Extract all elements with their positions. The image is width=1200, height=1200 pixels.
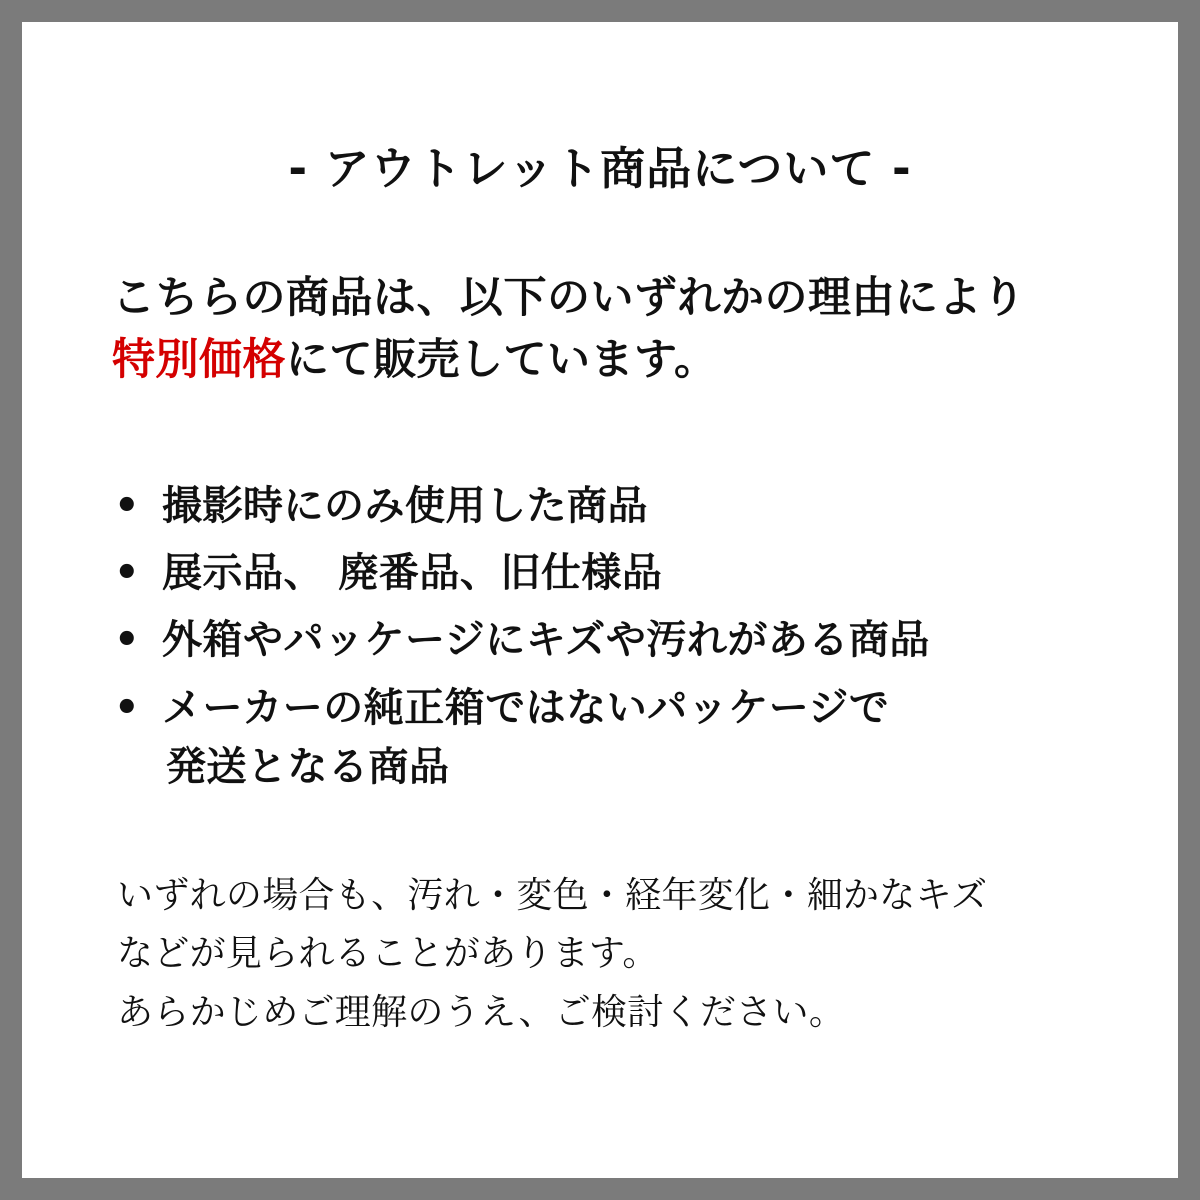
lead-line-1: こちらの商品は、以下のいずれかの理由により bbox=[112, 273, 1026, 323]
lead-line-2-rest: にて販売しています。 bbox=[286, 335, 718, 386]
bullet-icon: • bbox=[114, 483, 141, 529]
bullet-icon: • bbox=[114, 684, 141, 731]
list-item-label: メーカーの純正箱ではないパッケージで bbox=[162, 684, 890, 731]
list-item bbox=[104, 611, 1124, 670]
accent-price-text: 特別価格 bbox=[112, 335, 286, 386]
list-item bbox=[104, 544, 1124, 603]
list-item-label: 撮影時にのみ使用した商品 bbox=[162, 483, 648, 529]
reason-list bbox=[104, 477, 1124, 805]
bullet-icon: • bbox=[114, 617, 141, 664]
notice-content bbox=[22, 22, 1178, 1178]
list-item-label-continued: 発送となる商品 bbox=[166, 743, 450, 790]
list-item-label: 外箱やパッケージにキズや汚れがある商品 bbox=[162, 617, 930, 664]
list-item bbox=[104, 477, 1124, 536]
list-item bbox=[104, 679, 1124, 797]
footnote-line: いずれの場合も、汚れ・変色・経年変化・細かなキズ bbox=[117, 875, 988, 916]
bullet-icon: • bbox=[114, 550, 141, 597]
list-item-label: 展示品、 廃番品、旧仕様品 bbox=[162, 550, 663, 597]
footnote-line: などが見られることがあります。 bbox=[117, 933, 659, 975]
lead-paragraph bbox=[112, 267, 1112, 392]
footnote-paragraph bbox=[117, 867, 1127, 1042]
page-title: - アウトレット商品について - bbox=[288, 142, 912, 195]
footnote-line: あらかじめご理解のうえ、ご検討ください。 bbox=[117, 991, 846, 1033]
notice-card bbox=[22, 22, 1178, 1178]
